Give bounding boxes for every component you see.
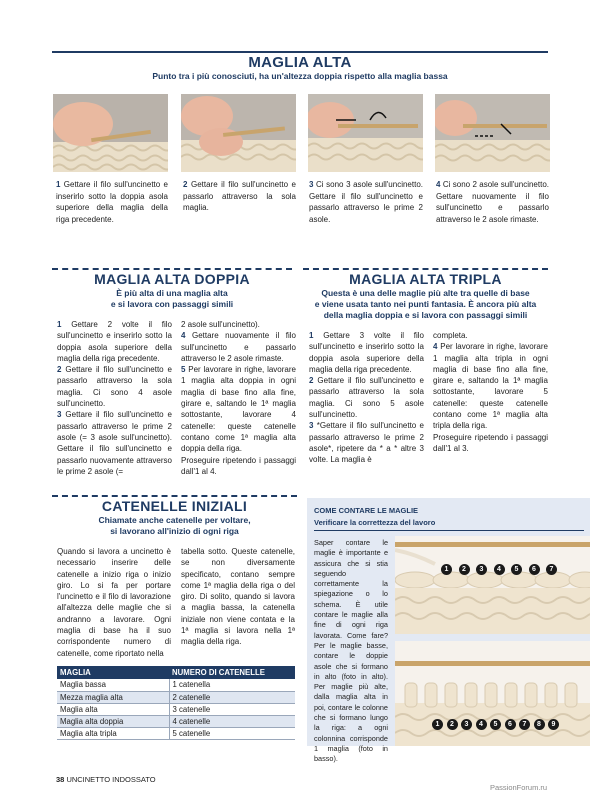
section-rule	[52, 51, 548, 53]
table-row	[57, 715, 295, 727]
count-badge: 6	[529, 564, 540, 575]
count-badge: 6	[505, 719, 516, 730]
maglia-alta-tripla-subtitle-2: e viene usata tanto nei punti fantasia. È ancora più alta	[314, 299, 537, 309]
table-cell: Maglia bassa	[57, 679, 169, 691]
step-photo-2	[181, 94, 296, 172]
count-badge: 2	[459, 564, 470, 575]
table-cell: 5 catenelle	[169, 727, 295, 739]
section-rule	[303, 268, 548, 270]
page-footer	[56, 775, 156, 784]
step-photo-1	[53, 94, 168, 172]
step-caption-3: 3 Ci sono 3 asole sull'uncinetto. Gettare il filo sull'uncinetto e passarlo attraverso le prime 2 asole.	[309, 180, 423, 224]
catenelle-table	[57, 666, 295, 740]
table-cell: 2 catenelle	[169, 691, 295, 703]
maglia-alta-tripla-subtitle-3: della maglia doppia e si lavora con passaggi simili	[323, 310, 528, 320]
table-header-numero: NUMERO DI CATENELLE	[169, 666, 295, 679]
maglia-alta-doppia-subtitle-1: È più alta di una maglia alta	[116, 288, 228, 298]
page-number: 38	[56, 775, 65, 784]
box-title: COME CONTARE LE MAGLIE	[314, 506, 419, 515]
table-cell: Mezza maglia alta	[57, 691, 169, 703]
count-badge: 9	[548, 719, 559, 730]
maglia-alta-tripla-col-1: 1 Gettare 3 volte il filo sull'uncinetto e inserirlo sotto la doppia asola superiore della maglia della riga precedente. 2 Gettare il filo sull'uncinetto e passarlo attraverso la sola maglia. Ci sono 5 asole sull'uncinetto. 3 *Gettare il filo sull'uncinetto e passarlo attraverso le prime 2 asole*, ripetere da * a * altre 3 volte. La maglia è	[309, 331, 424, 465]
count-badge: 4	[494, 564, 505, 575]
maglia-alta-tripla-subtitle-1: Questa è una delle maglie più alte tra quelle di base	[321, 288, 530, 298]
box-divider	[314, 530, 584, 531]
count-photo-top	[395, 536, 590, 634]
maglia-alta-tripla-title: MAGLIA ALTA TRIPLA	[349, 271, 502, 287]
box-text: Saper contare le maglie è importante e assicura che si stia seguendo correttamente la spiegazione o lo schema. È utile contare le maglie alla fine di ogni riga lavorata. Come fare? Per le maglie basse, contare le doppie asole che si formano in alto (foto in alto). Per maglie più alte, dalla maglia alta in poi, contare le colonne che si formano lungo la riga: a ogni colonnina corrisponde 1 maglia (foto in basso).	[314, 538, 388, 764]
table-row	[57, 727, 295, 739]
catenelle-col-2: tabella sotto. Queste catenelle, se non diversamente specificato, contano sempre come 1ª maglia della riga o del giro. Di solito, quando si lavora a maglia bassa, la catenella iniziale non viene contata e la 1ª maglia si lavora nella 1ª maglia della riga.	[181, 547, 295, 647]
magazine-name: UNCINETTO INDOSSATO	[66, 775, 156, 784]
step-photo-4	[435, 94, 550, 172]
table-cell: Maglia alta doppia	[57, 715, 169, 727]
section-rule	[52, 495, 297, 497]
maglia-alta-subtitle: Punto tra i più conosciuti, ha un'altezza doppia rispetto alla maglia bassa	[152, 71, 448, 81]
catenelle-title: CATENELLE INIZIALI	[101, 498, 248, 514]
count-badge: 5	[511, 564, 522, 575]
count-badge: 1	[432, 719, 443, 730]
count-badge: 3	[476, 564, 487, 575]
maglia-alta-doppia-subtitle-2: e si lavora con passaggi simili	[110, 299, 234, 309]
count-badge: 8	[534, 719, 545, 730]
step-caption-4: 4 Ci sono 2 asole sull'uncinetto. Gettare nuovamente il filo sull'uncinetto e passarlo attraverso le 2 asole rimaste.	[436, 180, 549, 224]
table-row	[57, 679, 295, 691]
maglia-alta-doppia-col-2: 2 asole sull'uncinetto). 4 Gettare nuovamente il filo sull'uncinetto e passarlo attraverso le 2 asole rimaste. 5 Per lavorare in righe, lavorare 1 maglia alta doppia in ogni maglia di base fino alla fine, girare e, saltando le 1ª maglia sottostante, lavorare 4 catenelle: queste catenelle contano come 1ª maglia alta doppia della riga. Proseguire ripetendo i passaggi dall'1 al 4.	[181, 320, 296, 476]
maglia-alta-tripla-col-2: completa. 4 Per lavorare in righe, lavorare 1 maglia alta tripla in ogni maglia di base fino alla fine, girare e, saltando la 1ª maglia sottostante, lavorare 5 catenelle: queste catenelle contano come 1ª maglia alta tripla della riga. Proseguire ripetendo i passaggi dall'1 al 3.	[433, 331, 548, 453]
step-caption-2: 2 Gettare il filo sull'uncinetto e passarlo attraverso la sola maglia.	[183, 180, 296, 212]
maglia-alta-doppia-col-1: 1 Gettare 2 volte il filo sull'uncinetto e inserirlo sotto la doppia asola superiore della maglia della riga precedente. 2 Gettare il filo sull'uncinetto e passarlo attraverso la sola maglia. Ci sono 4 asole sull'uncinetto. 3 Gettare il filo sull'uncinetto e passarlo attraverso le prime 2 asole (= 3 asole sull'uncinetto). Gettare il filo sull'uncinetto e passarlo nuovamente attraverso le prime 2 asole (=	[57, 320, 172, 476]
count-badge: 7	[546, 564, 557, 575]
maglia-alta-title: MAGLIA ALTA	[248, 54, 352, 71]
count-badge: 4	[476, 719, 487, 730]
table-cell: 1 catenella	[169, 679, 295, 691]
catenelle-col-1: Quando si lavora a uncinetto è necessario inserire delle catenelle a inizio riga o inizio giro. Lo si fa per portare l'uncinetto e il filo di lavorazione all'altezza delle maglie che si andranno a lavorare. Ogni maglia di base ha il suo corrispondente numero di catenelle, come riportato nella	[57, 547, 171, 658]
step-caption-1: 1 Gettare il filo sull'uncinetto e inserirlo sotto la doppia asola superiore della maglia della riga precedente.	[56, 180, 168, 224]
watermark: PassionForum.ru	[490, 783, 548, 792]
table-header-maglia: MAGLIA	[57, 666, 169, 679]
box-subtitle: Verificare la correttezza del lavoro	[314, 518, 436, 527]
table-cell: Maglia alta tripla	[57, 727, 169, 739]
catenelle-subtitle-2: si lavorano all'inizio di ogni riga	[110, 526, 239, 536]
section-rule	[52, 268, 292, 270]
catenelle-subtitle-1: Chiamate anche catenelle per voltare,	[98, 515, 251, 525]
count-badge: 7	[519, 719, 530, 730]
table-cell: 4 catenelle	[169, 715, 295, 727]
count-badge: 2	[447, 719, 458, 730]
count-photo-bottom	[395, 641, 590, 746]
table-row	[57, 703, 295, 715]
table-cell: 3 catenelle	[169, 703, 295, 715]
count-badge: 3	[461, 719, 472, 730]
step-photo-3	[308, 94, 423, 172]
count-badge: 1	[441, 564, 452, 575]
table-row	[57, 691, 295, 703]
count-badge: 5	[490, 719, 501, 730]
maglia-alta-doppia-title: MAGLIA ALTA DOPPIA	[94, 271, 250, 287]
table-cell: Maglia alta	[57, 703, 169, 715]
